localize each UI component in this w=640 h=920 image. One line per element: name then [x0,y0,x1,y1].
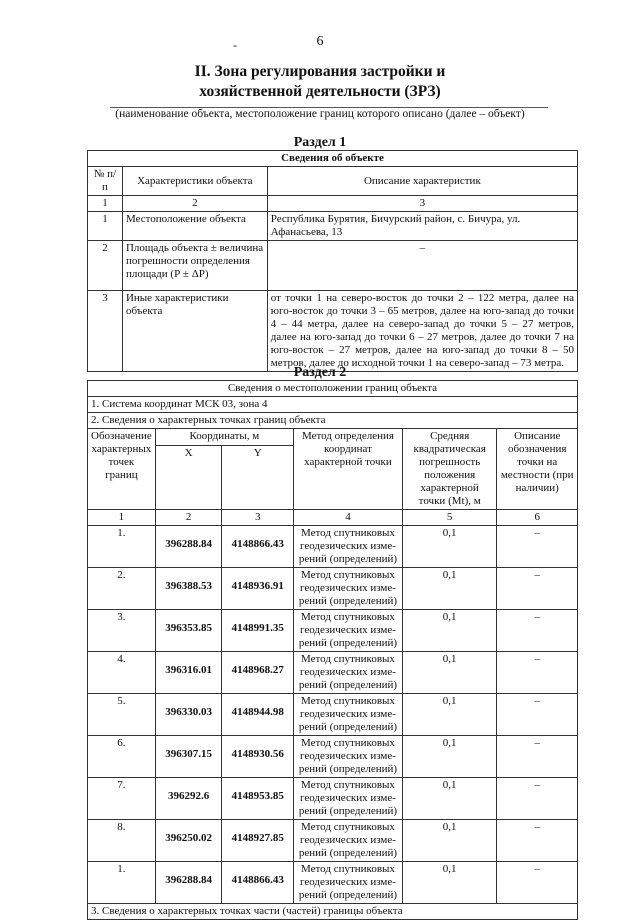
error-value: 0,1 [402,736,497,778]
characteristic-name: Иные характеристики объекта [122,291,267,372]
coord-y: 4148866.43 [222,862,294,904]
point-description: – [497,778,578,820]
coord-x: 396307.15 [155,736,222,778]
error-value: 0,1 [402,862,497,904]
coord-x: 396288.84 [155,862,222,904]
table-row [88,820,578,862]
point-description: – [497,652,578,694]
index-cell: 1 [88,196,123,212]
point-description: – [497,736,578,778]
coord-x: 396292.6 [155,778,222,820]
index-cell: 3 [222,510,294,526]
characteristic-desc: Республика Бурятия, Бичурский район, с. Бичура, ул. Афанасьева, 13 [267,212,577,241]
table-row [88,241,578,291]
point-label: 5. [88,694,156,736]
point-description: – [497,820,578,862]
point-label: 6. [88,736,156,778]
location-header: Сведения о местоположении границ объекта [88,381,578,397]
table-row [88,778,578,820]
section1-title: Раздел 1 [293,135,347,150]
row-number: 2 [88,241,123,291]
title-line-2: хозяйственной деятельности (ЗРЗ) [199,83,441,100]
col-descr-header: Описание обозначения точки на местности (при наличии) [497,429,578,510]
coord-y: 4148936.91 [222,568,294,610]
part-points-line: 3. Сведения о характерных точках части (частей) границы объекта [88,904,578,920]
index-cell: 2 [122,196,267,212]
point-description: – [497,610,578,652]
point-label: 7. [88,778,156,820]
coord-y: 4148930.56 [222,736,294,778]
section2-title: Раздел 2 [293,365,347,380]
point-description: – [497,862,578,904]
index-cell: 3 [267,196,577,212]
col-x-header: X [155,446,222,510]
page-number: 6 [316,34,324,49]
col-y-header: Y [222,446,294,510]
coord-x: 396288.84 [155,526,222,568]
table-row [88,736,578,778]
point-description: – [497,568,578,610]
coord-x: 396250.02 [155,820,222,862]
table-row [88,862,578,904]
row-number: 1 [88,212,123,241]
error-value: 0,1 [402,568,497,610]
table-row [88,526,578,568]
method-cell: Метод спутниковых геодезических изме-рений (определений) [294,610,403,652]
error-value: 0,1 [402,610,497,652]
characteristic-desc: от точки 1 на северо-восток до точки 2 – 122 метра, далее на юго-восток до точки 3 – 65 метров, далее на юго-запад до точки 4 – 44 метра, далее на северо-запад до точки 5 – 27 метров, далее на юго-запад до точки 6 – 27 метров, далее до точки 7 на юго-восток – 27 метров, далее на юго-запад до точки 8 – 50 метров, далее до исходной точки 1 на северо-запад – 73 метра. [267,291,577,372]
coord-y: 4148866.43 [222,526,294,568]
col-point-header: Обозначение характерных точек границ [88,429,156,510]
point-label: 8. [88,820,156,862]
page-dash: - [233,38,237,52]
method-cell: Метод спутниковых геодезических изме-рений (определений) [294,736,403,778]
table-row [88,610,578,652]
coord-y: 4148968.27 [222,652,294,694]
method-cell: Метод спутниковых геодезических изме-рений (определений) [294,526,403,568]
coord-x: 396388.53 [155,568,222,610]
col-coords-header: Координаты, м [155,429,293,446]
points-info-line: 2. Сведения о характерных точках границ объекта [88,413,578,429]
point-label: 1. [88,862,156,904]
coordinate-system-line: 1. Система координат МСК 03, зона 4 [88,397,578,413]
index-cell: 4 [294,510,403,526]
table-row [88,291,578,372]
index-cell: 6 [497,510,578,526]
index-cell: 2 [155,510,222,526]
method-cell: Метод спутниковых геодезических изме-рений (определений) [294,820,403,862]
characteristic-desc: – [267,241,577,291]
table-row [88,568,578,610]
characteristic-name: Местоположение объекта [122,212,267,241]
index-cell: 1 [88,510,156,526]
col-desc-header: Описание характеристик [267,167,577,196]
point-label: 3. [88,610,156,652]
title-line-1: II. Зона регулирования застройки и [194,63,446,80]
table-row [88,652,578,694]
name-caption: (наименование объекта, местоположение границ которого описано (далее – объект) [115,108,525,120]
characteristic-name: Площадь объекта ± величина погрешности определения площади (Р ± ΔР) [122,241,267,291]
error-value: 0,1 [402,778,497,820]
coord-y: 4148991.35 [222,610,294,652]
document-title [0,62,640,102]
coord-x: 396316.01 [155,652,222,694]
method-cell: Метод спутниковых геодезических изме-рений (определений) [294,694,403,736]
col-method-header: Метод определения координат характерной точки [294,429,403,510]
point-label: 1. [88,526,156,568]
point-label: 4. [88,652,156,694]
coord-y: 4148927.85 [222,820,294,862]
error-value: 0,1 [402,652,497,694]
point-description: – [497,694,578,736]
col-char-header: Характеристики объекта [122,167,267,196]
method-cell: Метод спутниковых геодезических изме-рений (определений) [294,778,403,820]
method-cell: Метод спутниковых геодезических изме-рений (определений) [294,862,403,904]
coord-y: 4148953.85 [222,778,294,820]
method-cell: Метод спутниковых геодезических изме-рений (определений) [294,568,403,610]
object-info-header: Сведения об объекте [88,151,578,167]
object-info-table [87,150,578,372]
point-description: – [497,526,578,568]
coord-x: 396330.03 [155,694,222,736]
row-number: 3 [88,291,123,372]
index-cell: 5 [402,510,497,526]
table-row [88,694,578,736]
method-cell: Метод спутниковых геодезических изме-рений (определений) [294,652,403,694]
error-value: 0,1 [402,526,497,568]
error-value: 0,1 [402,820,497,862]
coord-x: 396353.85 [155,610,222,652]
table-row [88,212,578,241]
col-error-header: Средняя квадратическая погрешность положения характерной точки (Мt), м [402,429,497,510]
coord-y: 4148944.98 [222,694,294,736]
col-num-header: № п/п [88,167,123,196]
error-value: 0,1 [402,694,497,736]
point-label: 2. [88,568,156,610]
boundary-points-table [87,380,578,920]
